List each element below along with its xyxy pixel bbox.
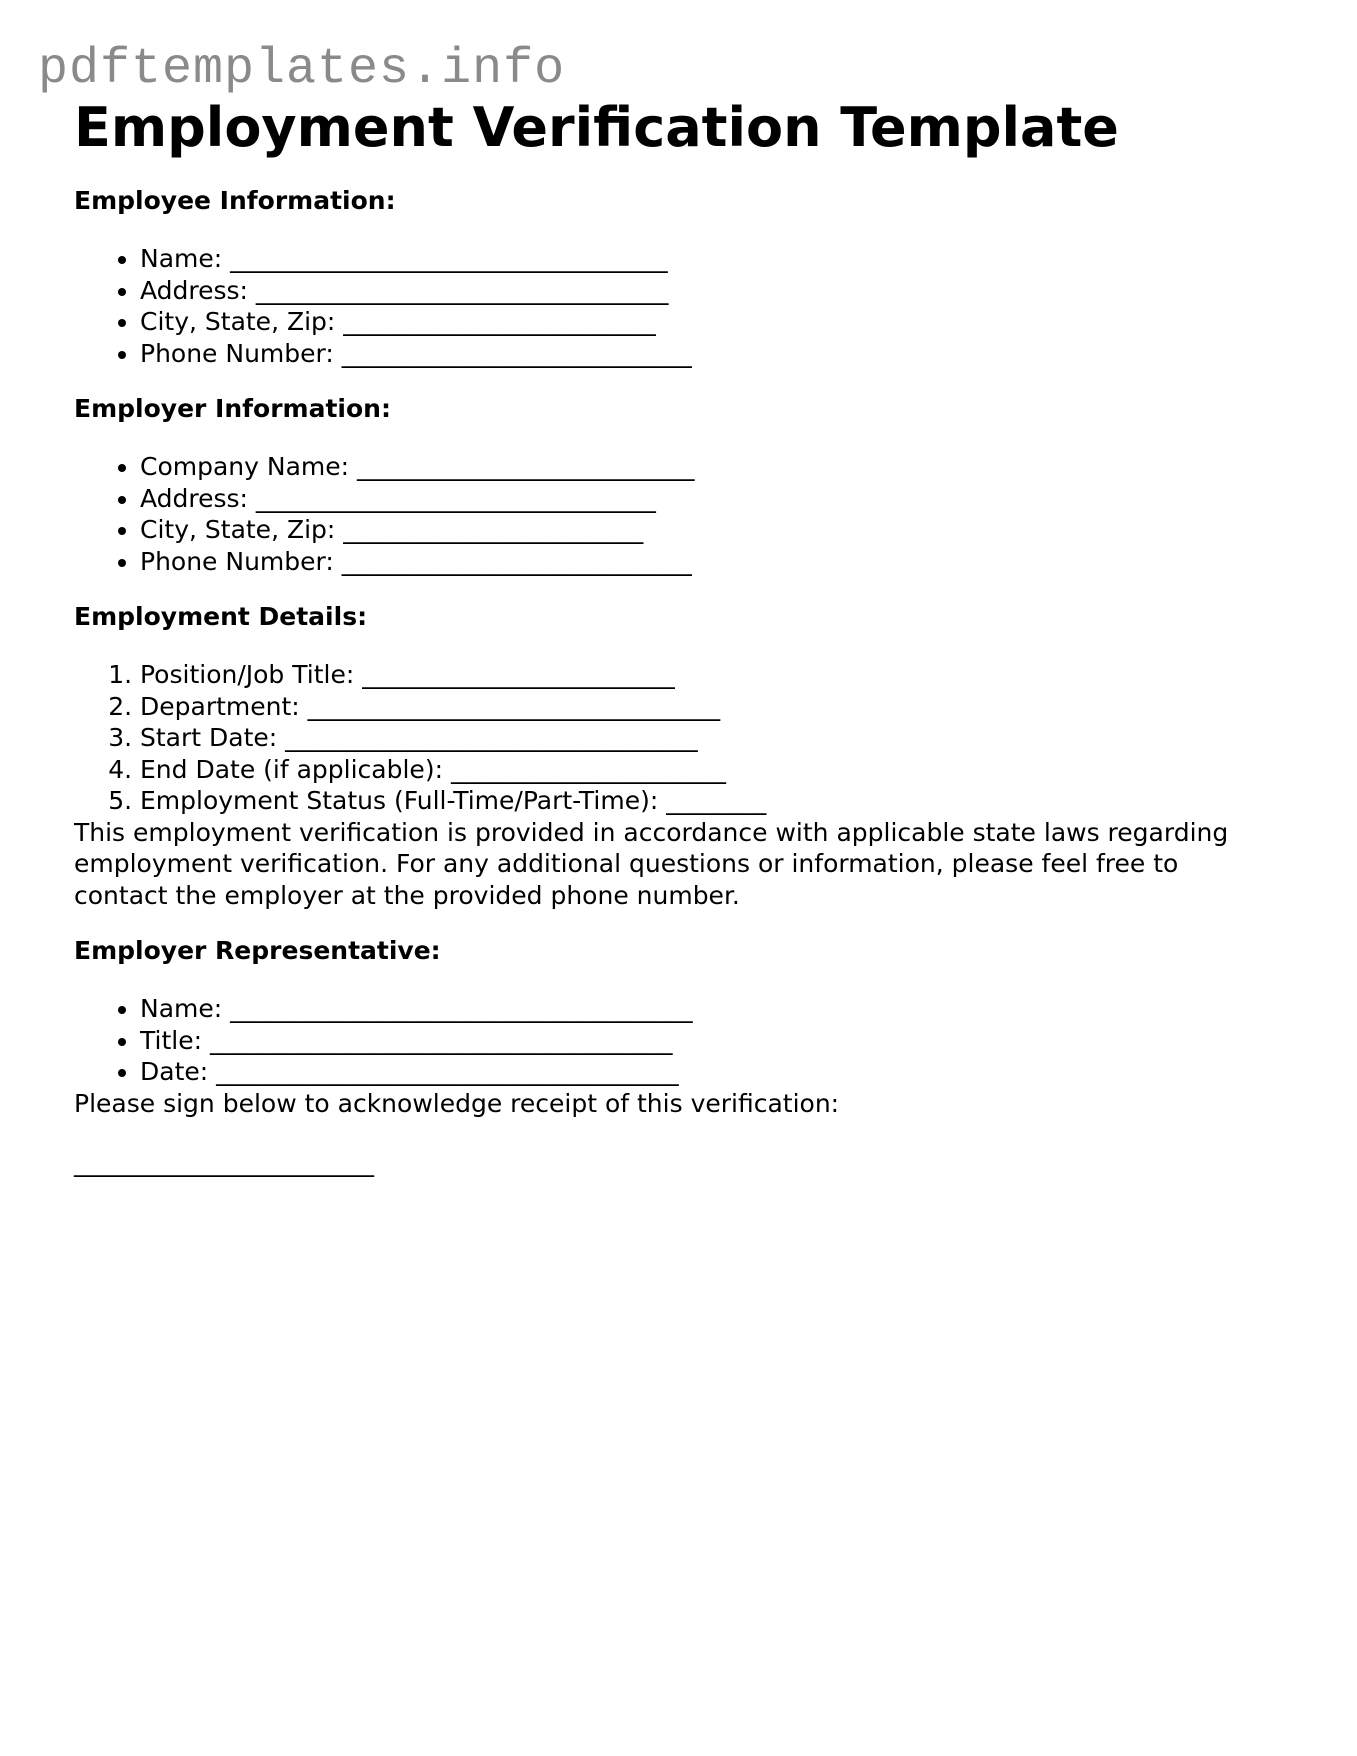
watermark: pdftemplates.info [38, 41, 566, 98]
representative-list [74, 993, 1274, 1088]
signature-line: ________________________ [74, 1148, 374, 1177]
employee-info-heading: Employee Information: [74, 186, 396, 215]
employment-details-heading: Employment Details: [74, 602, 368, 631]
verification-statement: This employment verification is provided in accordance with applicable state laws regarding employment verification. For any additional questions or information, please feel free to contact the employer at the provided phone number. [74, 817, 1229, 910]
employer-city-state-zip-field: • City, State, Zip: ________________________ [140, 514, 1274, 546]
representative-title-field: • Title: _____________________________________ [140, 1025, 1274, 1057]
employer-info-list [74, 451, 1274, 577]
representative-name-field: • Name: _____________________________________ [140, 993, 1274, 1025]
employee-city-state-zip-field: • City, State, Zip: _________________________ [140, 306, 1274, 338]
position-field: 1. Position/Job Title: _________________________ [140, 659, 1274, 691]
employer-address-field: • Address: ________________________________ [140, 483, 1274, 515]
acknowledgement-text: Please sign below to acknowledge receipt of this verification: [74, 1088, 840, 1118]
employer-info-heading: Employer Information: [74, 394, 391, 423]
page-title: Employment Verification Template [74, 96, 1119, 159]
start-date-field: 3. Start Date: _________________________________ [140, 722, 1274, 754]
end-date-field: 4. End Date (if applicable): ______________________ [140, 754, 1274, 786]
employment-status-field: 5. Employment Status (Full-Time/Part-Time): ________ [140, 785, 1274, 817]
representative-heading: Employer Representative: [74, 936, 441, 965]
company-name-field: • Company Name: ___________________________ [140, 451, 1274, 483]
employee-phone-field: • Phone Number: ____________________________ [140, 338, 1274, 370]
representative-date-field: • Date: _____________________________________ [140, 1056, 1274, 1088]
employment-details-list [74, 659, 1274, 817]
employer-phone-field: • Phone Number: ____________________________ [140, 546, 1274, 578]
department-field: 2. Department: _________________________________ [140, 691, 1274, 723]
employee-info-list [74, 243, 1274, 369]
employee-name-field: • Name: ___________________________________ [140, 243, 1274, 275]
employee-address-field: • Address: _________________________________ [140, 275, 1274, 307]
document [74, 92, 1274, 1179]
